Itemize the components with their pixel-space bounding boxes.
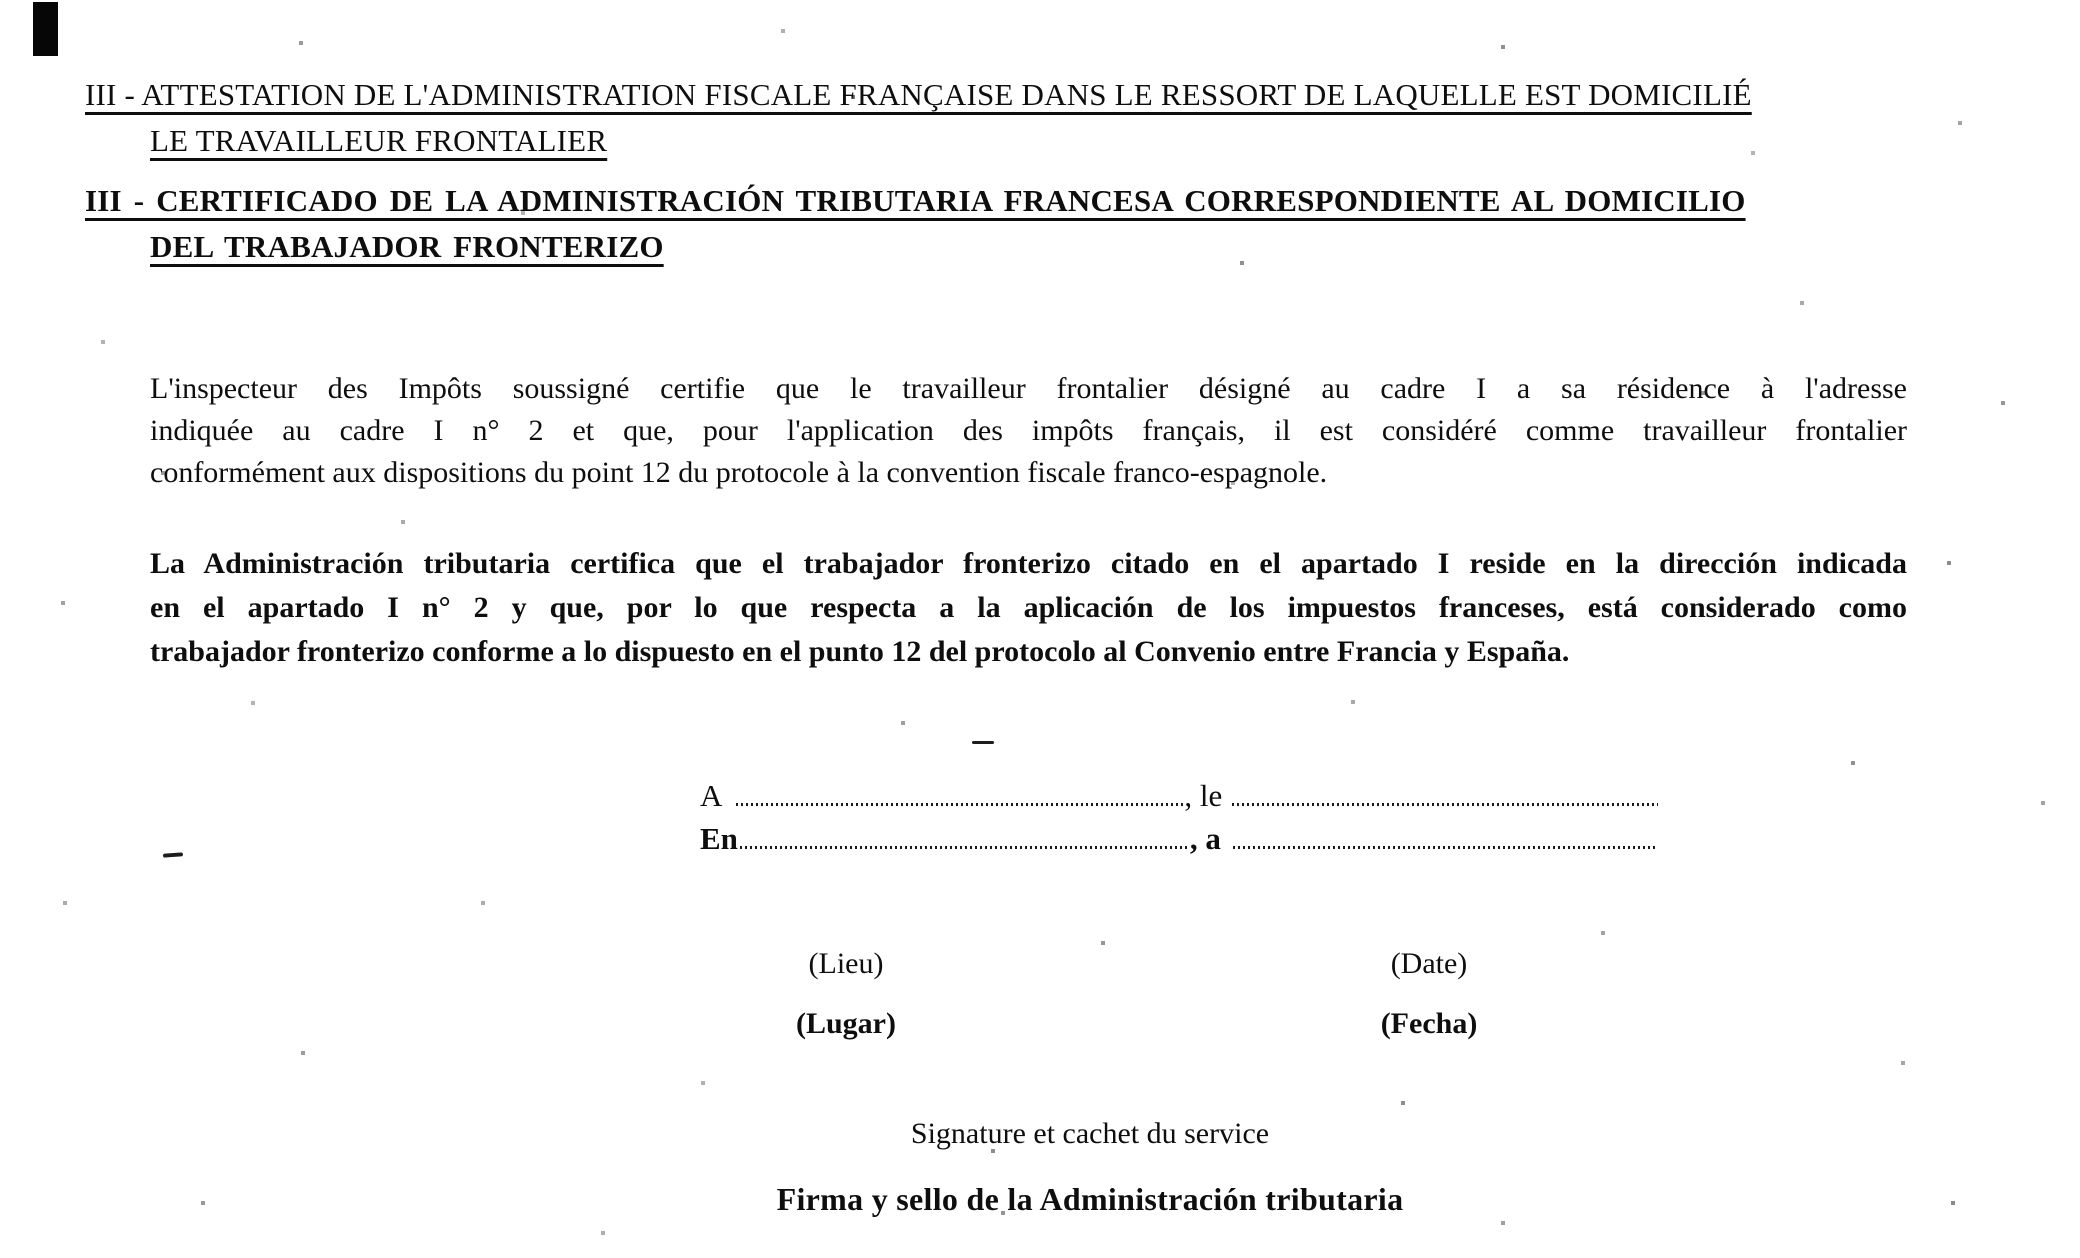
place-date-row-spanish	[700, 821, 1658, 864]
place-date-row-french	[700, 778, 1658, 821]
section-heading-spanish	[85, 178, 1746, 270]
paragraph-french-line1: L'inspecteur des Impôts soussigné certifie que le travailleur frontalier désigné au cadre I a sa résidence à l'adresse	[150, 372, 1907, 405]
paragraph-spanish-line2: en el apartado I n° 2 y que, por lo que respecta a la aplicación de los impuestos franceses, está considerado como	[150, 591, 1907, 624]
scan-noise-speckles	[0, 0, 2, 2]
heading-french-line1: III - ATTESTATION DE L'ADMINISTRATION FISCALE FRANÇAISE DANS LE RESSORT DE LAQUELLE EST DOMICILIÉ	[85, 77, 1752, 112]
date-label-french: , le	[1184, 778, 1223, 813]
heading-spanish-line1: III - CERTIFICADO DE LA ADMINISTRACIÓN TRIBUTARIA FRANCESA CORRESPONDIENTE AL DOMICILIO	[85, 183, 1746, 218]
place-caption-spanish: (Lugar)	[796, 1007, 896, 1040]
scan-artifact-dash	[972, 741, 994, 744]
place-caption-french: (Lieu)	[808, 947, 884, 980]
paragraph-spanish-line1: La Administración tributaria certifica que el trabajador fronterizo citado en el apartado I reside en la dirección indicada	[150, 547, 1907, 580]
certification-paragraph-french	[150, 368, 1907, 494]
place-fill-line[interactable]	[740, 843, 1190, 849]
paragraph-french-line3: conformément aux dispositions du point 12 du protocole à la convention fiscale franco-espagnole.	[150, 456, 1328, 489]
place-caption	[696, 944, 996, 1044]
certification-paragraph-spanish	[150, 542, 1907, 674]
paragraph-french-line2: indiquée au cadre I n° 2 et que, pour l'application des impôts français, il est considéré comme travailleur frontalier	[150, 414, 1907, 447]
signature-block	[640, 1114, 1540, 1220]
place-date-fields	[700, 778, 1658, 864]
date-label-spanish: , a	[1189, 821, 1221, 856]
section-heading-french	[85, 72, 1752, 164]
date-fill-line[interactable]	[1233, 843, 1655, 849]
place-label-french: A	[700, 778, 723, 813]
place-label-spanish: En	[700, 821, 738, 856]
date-caption-spanish: (Fecha)	[1380, 1007, 1478, 1040]
date-caption-french: (Date)	[1390, 947, 1468, 980]
scan-corner-artifact	[33, 2, 58, 56]
heading-spanish-line2: DEL TRABAJADOR FRONTERIZO	[150, 229, 664, 264]
paragraph-spanish-line3: trabajador fronterizo conforme a lo dispuesto en el punto 12 del protocolo al Convenio entre Francia y España.	[150, 635, 1570, 668]
date-caption	[1279, 944, 1579, 1044]
date-fill-line[interactable]	[1232, 800, 1658, 806]
heading-french-line2: LE TRAVAILLEUR FRONTALIER	[150, 123, 608, 158]
signature-caption-french: Signature et cachet du service	[910, 1117, 1270, 1150]
place-fill-line[interactable]	[736, 800, 1184, 806]
signature-caption-spanish: Firma y sello de la Administración tributaria	[776, 1181, 1404, 1217]
scan-artifact-dash	[163, 852, 183, 857]
